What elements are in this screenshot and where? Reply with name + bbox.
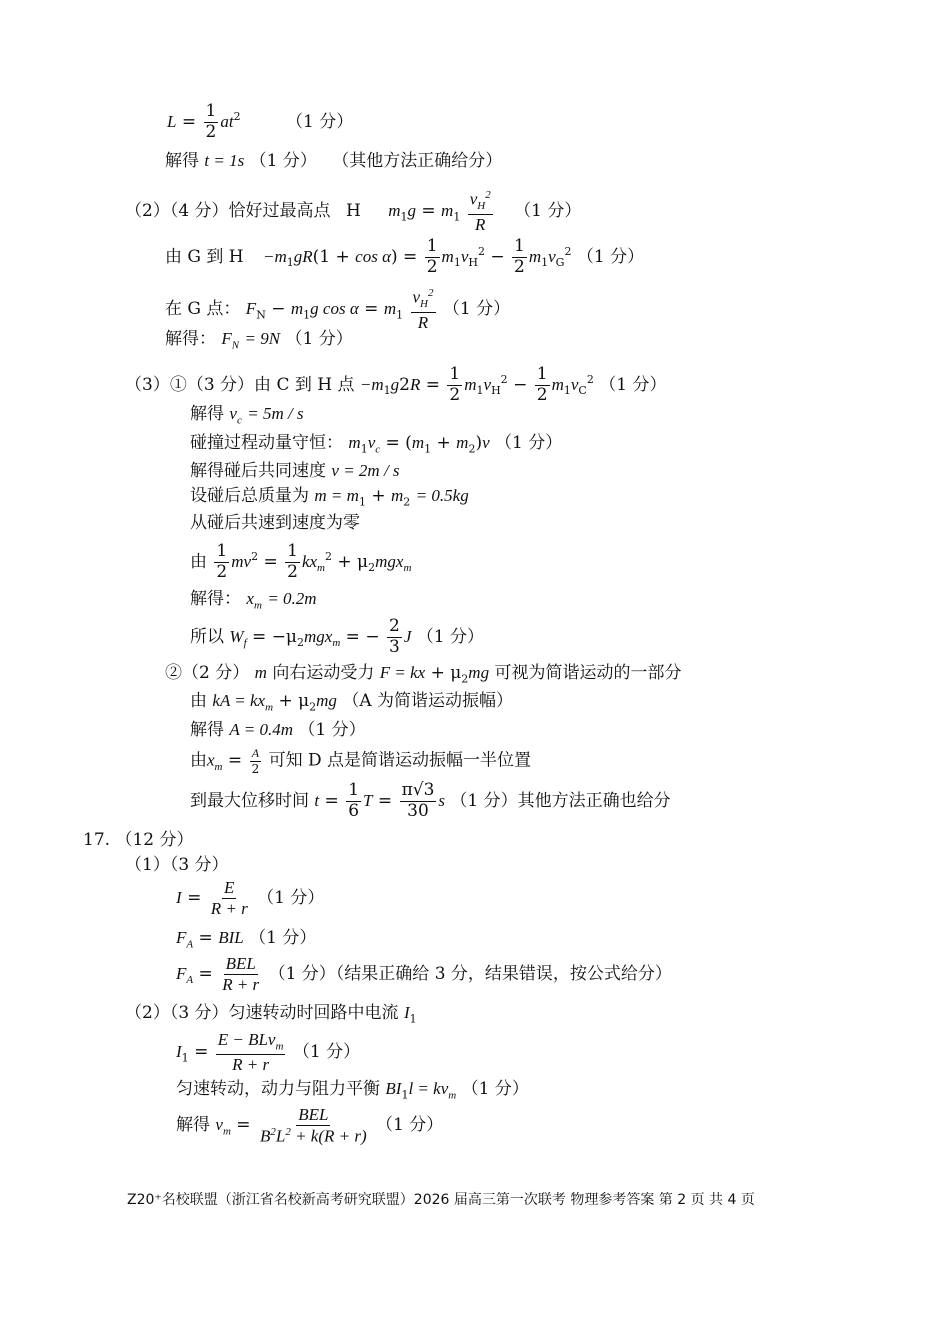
- result-fn: 解得： $F_N = 9N$ （1 分）: [165, 329, 353, 352]
- line-to-zero: 从碰后共速到速度为零: [190, 513, 360, 533]
- eq-current-i1: $I_1$ = $\frac{E - BLv_m}{R + r}$ （1 分）: [176, 1030, 361, 1074]
- q17-part1: （1）（3 分）: [125, 855, 229, 875]
- result-xm: 解得： $x_m = 0.2m$: [190, 589, 317, 612]
- score: （1 分）: [286, 111, 354, 132]
- line-half-amplitude: 由$x_m$ = $\frac{A}{2}$ 可知 D 点是简谐运动振幅一半位置: [190, 746, 532, 776]
- eq-current: I = $\frac{E}{R + r}$ （1 分）: [176, 878, 325, 918]
- result-vc: 解得 $v_c = 5m / s$: [190, 404, 304, 427]
- part3b-header: ②（2 分） m 向右运动受力 F = kx + $\mu_2mg$ 可视为简谐运动的一部分: [165, 663, 682, 686]
- question-17-header: 17. （12 分）: [83, 830, 194, 850]
- eq-balance: 匀速转动，动力与阻力平衡 $BI_1l = kv_m$ （1 分）: [176, 1079, 529, 1102]
- eq-force-result: $F_A$ = $\frac{\text{BEL}}{R + r}$ （1 分）（结果正确给 3 分，结果错误，按公式给分）: [176, 954, 672, 994]
- line-time-result: 解得 t = 1s （1 分） （其他方法正确给分）: [165, 151, 503, 171]
- eq-displacement: L = $\frac{1}{2}$ $at^2$ （1 分）: [167, 101, 354, 142]
- result-a: 解得 A = 0.4m （1 分）: [190, 720, 366, 740]
- part3-header: （3）①（3 分）由 C 到 H 点 $-m_1g2R$ = $\frac{1}{2}$ $m_1v_H^2$ − $\frac{1}{2}$ $m_1v_C^2$ （1 分）: [125, 364, 667, 405]
- part2-header: （2）（4 分）恰好过最高点 H $m_1g = m_1$ $\frac{v_H^2}{R}$ （1 分）: [125, 189, 582, 234]
- eq-amplitude: 由 kA = $kx_m + \mu_2mg$ （A 为简谐运动振幅）: [190, 691, 514, 714]
- eq-work: 所以 $W_f = -\mu_2mgx_m$ = − $\frac{2}{3}$ J （1 分）: [190, 616, 484, 657]
- q17-part2: （2）（3 分）匀速转动时回路中电流 $I_1$: [125, 1003, 417, 1026]
- eq-velocity-result: 解得 $v_m$ = $\frac{\text{BEL}}{B^2L^2 + k(R + r)}$ （1 分）: [176, 1105, 444, 1146]
- eq-force: $F_A$ = BIL （1 分）: [176, 928, 317, 951]
- eq-time: 到最大位移时间 t = $\frac{1}{6}$ T = $\frac{\pi√3}{30}$ s （1 分）其他方法正确也给分: [190, 780, 671, 821]
- eq-g-to-h: 由 G 到 $H -m_1gR(1 + \cos \alpha)$ = $\frac{1}{2}$ $m_1v_H^2$ − $\frac{1}{2}$ $m_1v_G^2$ （1 分）: [165, 236, 645, 277]
- result-v: 解得碰后共同速度 v = 2m / s: [190, 461, 400, 481]
- page-footer: Z20⁺名校联盟（浙江省名校新高考研究联盟）2026 届高三第一次联考 物理参考答案 第 2 页 共 4 页: [127, 1192, 755, 1208]
- eq-at-g: 在 G 点： $F_N - m_1g$ $\cos \alpha = m_1$ $\frac{v_H^2}{R}$ （1 分）: [165, 287, 511, 332]
- total-mass: 设碰后总质量为 $m = m_1 + m_2 = 0.5kg$: [190, 486, 469, 509]
- eq-momentum: 碰撞过程动量守恒： $m_1v_c = (m_1 + m_2)v$ （1 分）: [190, 433, 563, 456]
- eq-energy: 由 $\frac{1}{2}$ $mv^2$ = $\frac{1}{2}$ $kx_m^2 + \mu_2mgx_m$: [190, 541, 412, 582]
